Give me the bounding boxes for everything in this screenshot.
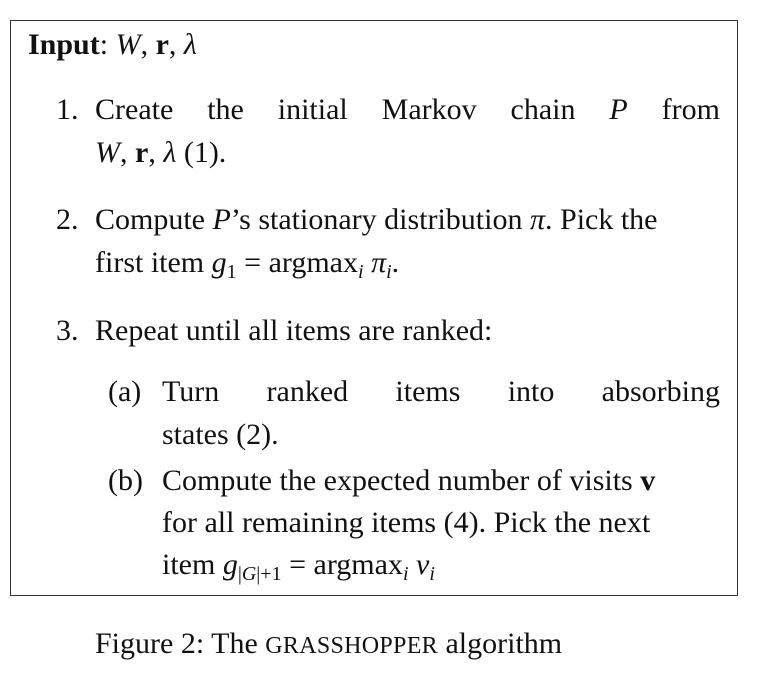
input-line: Input: W, r, λ xyxy=(28,28,197,61)
substep-b-line-2: for all remaining items (4). Pick the next xyxy=(162,506,651,539)
substep-a-line-1: Turn ranked items into absorbing xyxy=(162,375,720,408)
step-3-number: 3. xyxy=(56,314,79,347)
algorithm-name: GRASSHOPPER xyxy=(265,633,438,659)
substep-b-line-1: Compute the expected number of visits v xyxy=(162,464,656,497)
substep-b-label: (b) xyxy=(108,464,143,497)
figure-caption: Figure 2: The GRASSHOPPER algorithm xyxy=(95,627,563,660)
input-label: Input xyxy=(28,28,100,61)
step-2-line-1: Compute P’s stationary distribution π. Pick the xyxy=(95,203,658,236)
step-1-number: 1. xyxy=(56,93,79,126)
substep-b-line-3: item $g_{|G|+1} = argmax_i$ $v_i$ xyxy=(162,548,435,585)
step-1-line-1: Create the initial Markov chain P from xyxy=(95,93,720,126)
substep-a-label: (a) xyxy=(108,375,142,408)
step-2-number: 2. xyxy=(56,203,79,236)
step-1-line-2: W, r, λ (1). xyxy=(95,136,227,169)
step-3-line-1: Repeat until all items are ranked: xyxy=(95,314,493,347)
step-2-line-2: first item $g_1 = argmax_i$ $\pi_i$. xyxy=(95,246,400,283)
substep-a-line-2: states (2). xyxy=(162,418,279,451)
